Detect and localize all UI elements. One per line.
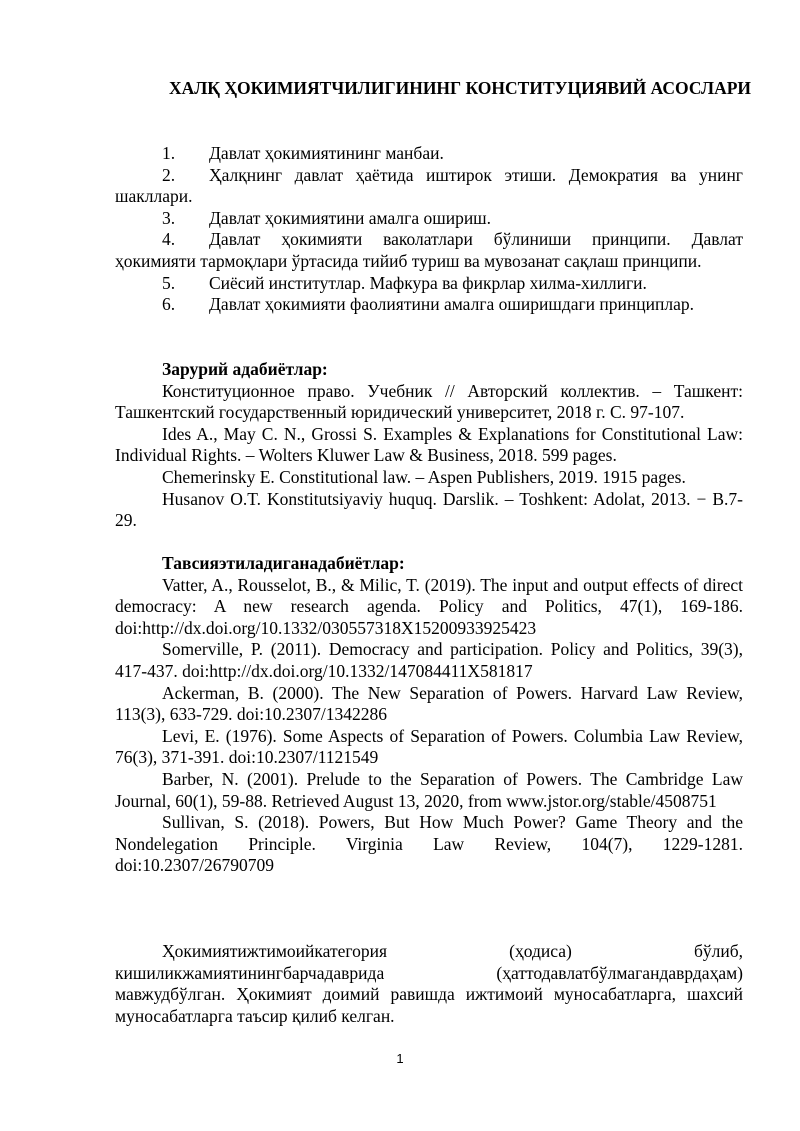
topic-list xyxy=(115,143,743,316)
recommended-literature xyxy=(115,553,743,877)
topic-item: 2. Ҳалқнинг давлат ҳаётида иштирок этиши. Демократия ва унинг шакллари. xyxy=(115,164,743,207)
reference-item: Chemerinsky E. Constitutional law. – Aspen Publishers, 2019. 1915 pages. xyxy=(162,466,686,487)
reference-item: Vatter, A., Rousselot, B., & Milic, T. (2019). The input and output effects of direct democracy: A new research agenda. Policy and Politics, 47(1), 169-186. doi:http://dx.doi.org/10.1332/030557318X15200933925423 xyxy=(115,574,743,638)
page-number: 1 xyxy=(396,1051,404,1066)
page-title: ХАЛҚ ҲОКИМИЯТЧИЛИГИНИНГ КОНСТИТУЦИЯВИЙ АСОСЛАРИ xyxy=(168,78,752,98)
reference-item: Barber, N. (2001). Prelude to the Separation of Powers. The Cambridge Law Journal, 60(1), 59-88. Retrieved August 13, 2020, from www.jstor.org/stable/4508751 xyxy=(115,768,743,811)
reference-item: Ides A., May C. N., Grossi S. Examples & Explanations for Constitutional Law: Individual Rights. – Wolters Kluwer Law & Business, 2018. 599 pages. xyxy=(115,423,743,466)
topic-item: 6. Давлат ҳокимияти фаолиятини амалга оширишдаги принциплар. xyxy=(162,294,694,315)
paragraph-line: кишиликжамиятинингбарчадаврида (ҳаттодавлатбўлмагандаврдаҳам) xyxy=(115,962,743,983)
required-literature xyxy=(115,359,743,532)
paragraph-text: мавжудбўлган. Ҳокимият доимий равишда ижтимоий муносабатларга, шахсий муносабатларга таъсир қилиб келган. xyxy=(115,984,743,1026)
reference-item: Levi, E. (1976). Some Aspects of Separation of Powers. Columbia Law Review, 76(3), 371-391. doi:10.2307/1121549 xyxy=(115,725,743,768)
reference-item: Somerville, P. (2011). Democracy and participation. Policy and Politics, 39(3), 417-437. doi:http://dx.doi.org/10.1332/147084411X581817 xyxy=(115,639,743,681)
topic-item: 3. Давлат ҳокимиятини амалга ошириш. xyxy=(162,207,492,228)
required-heading: Зарурий адабиётлар: xyxy=(162,359,328,379)
paragraph-line: Ҳокимиятижтимоийкатегория (ҳодиса) бўлиб, xyxy=(162,941,743,961)
reference-item: Конституционное право. Учебник // Авторский коллектив. – Ташкент: Ташкентский государственный юридический университет, 2018 г. С. 97-107. xyxy=(115,380,743,423)
reference-item: Husanov O.T. Konstitutsiyaviy huquq. Darslik. – Toshkent: Adolat, 2013. − B.7-29. xyxy=(115,488,743,531)
reference-item: Ackerman, B. (2000). The New Separation of Powers. Harvard Law Review, 113(3), 633-729. doi:10.2307/1342286 xyxy=(115,682,743,725)
reference-item: Sullivan, S. (2018). Powers, But How Much Power? Game Theory and the Nondelegation Principle. Virginia Law Review, 104(7), 1229-1281. doi:10.2307/26790709 xyxy=(115,812,743,876)
recommended-heading: Тавсияэтиладиганадабиётлар: xyxy=(162,553,405,573)
topic-item: 5. Сиёсий институтлар. Мафкура ва фикрлар хилма-хиллиги. xyxy=(162,272,647,293)
topic-item: 4. Давлат ҳокимияти ваколатлари бўлиниши принципи. Давлат ҳокимияти тармоқлари ўртасида тийиб туриш ва мувозанат сақлаш принципи. xyxy=(115,229,743,271)
body-paragraph xyxy=(115,941,743,1027)
topic-item: 1. Давлат ҳокимиятининг манбаи. xyxy=(162,143,444,163)
